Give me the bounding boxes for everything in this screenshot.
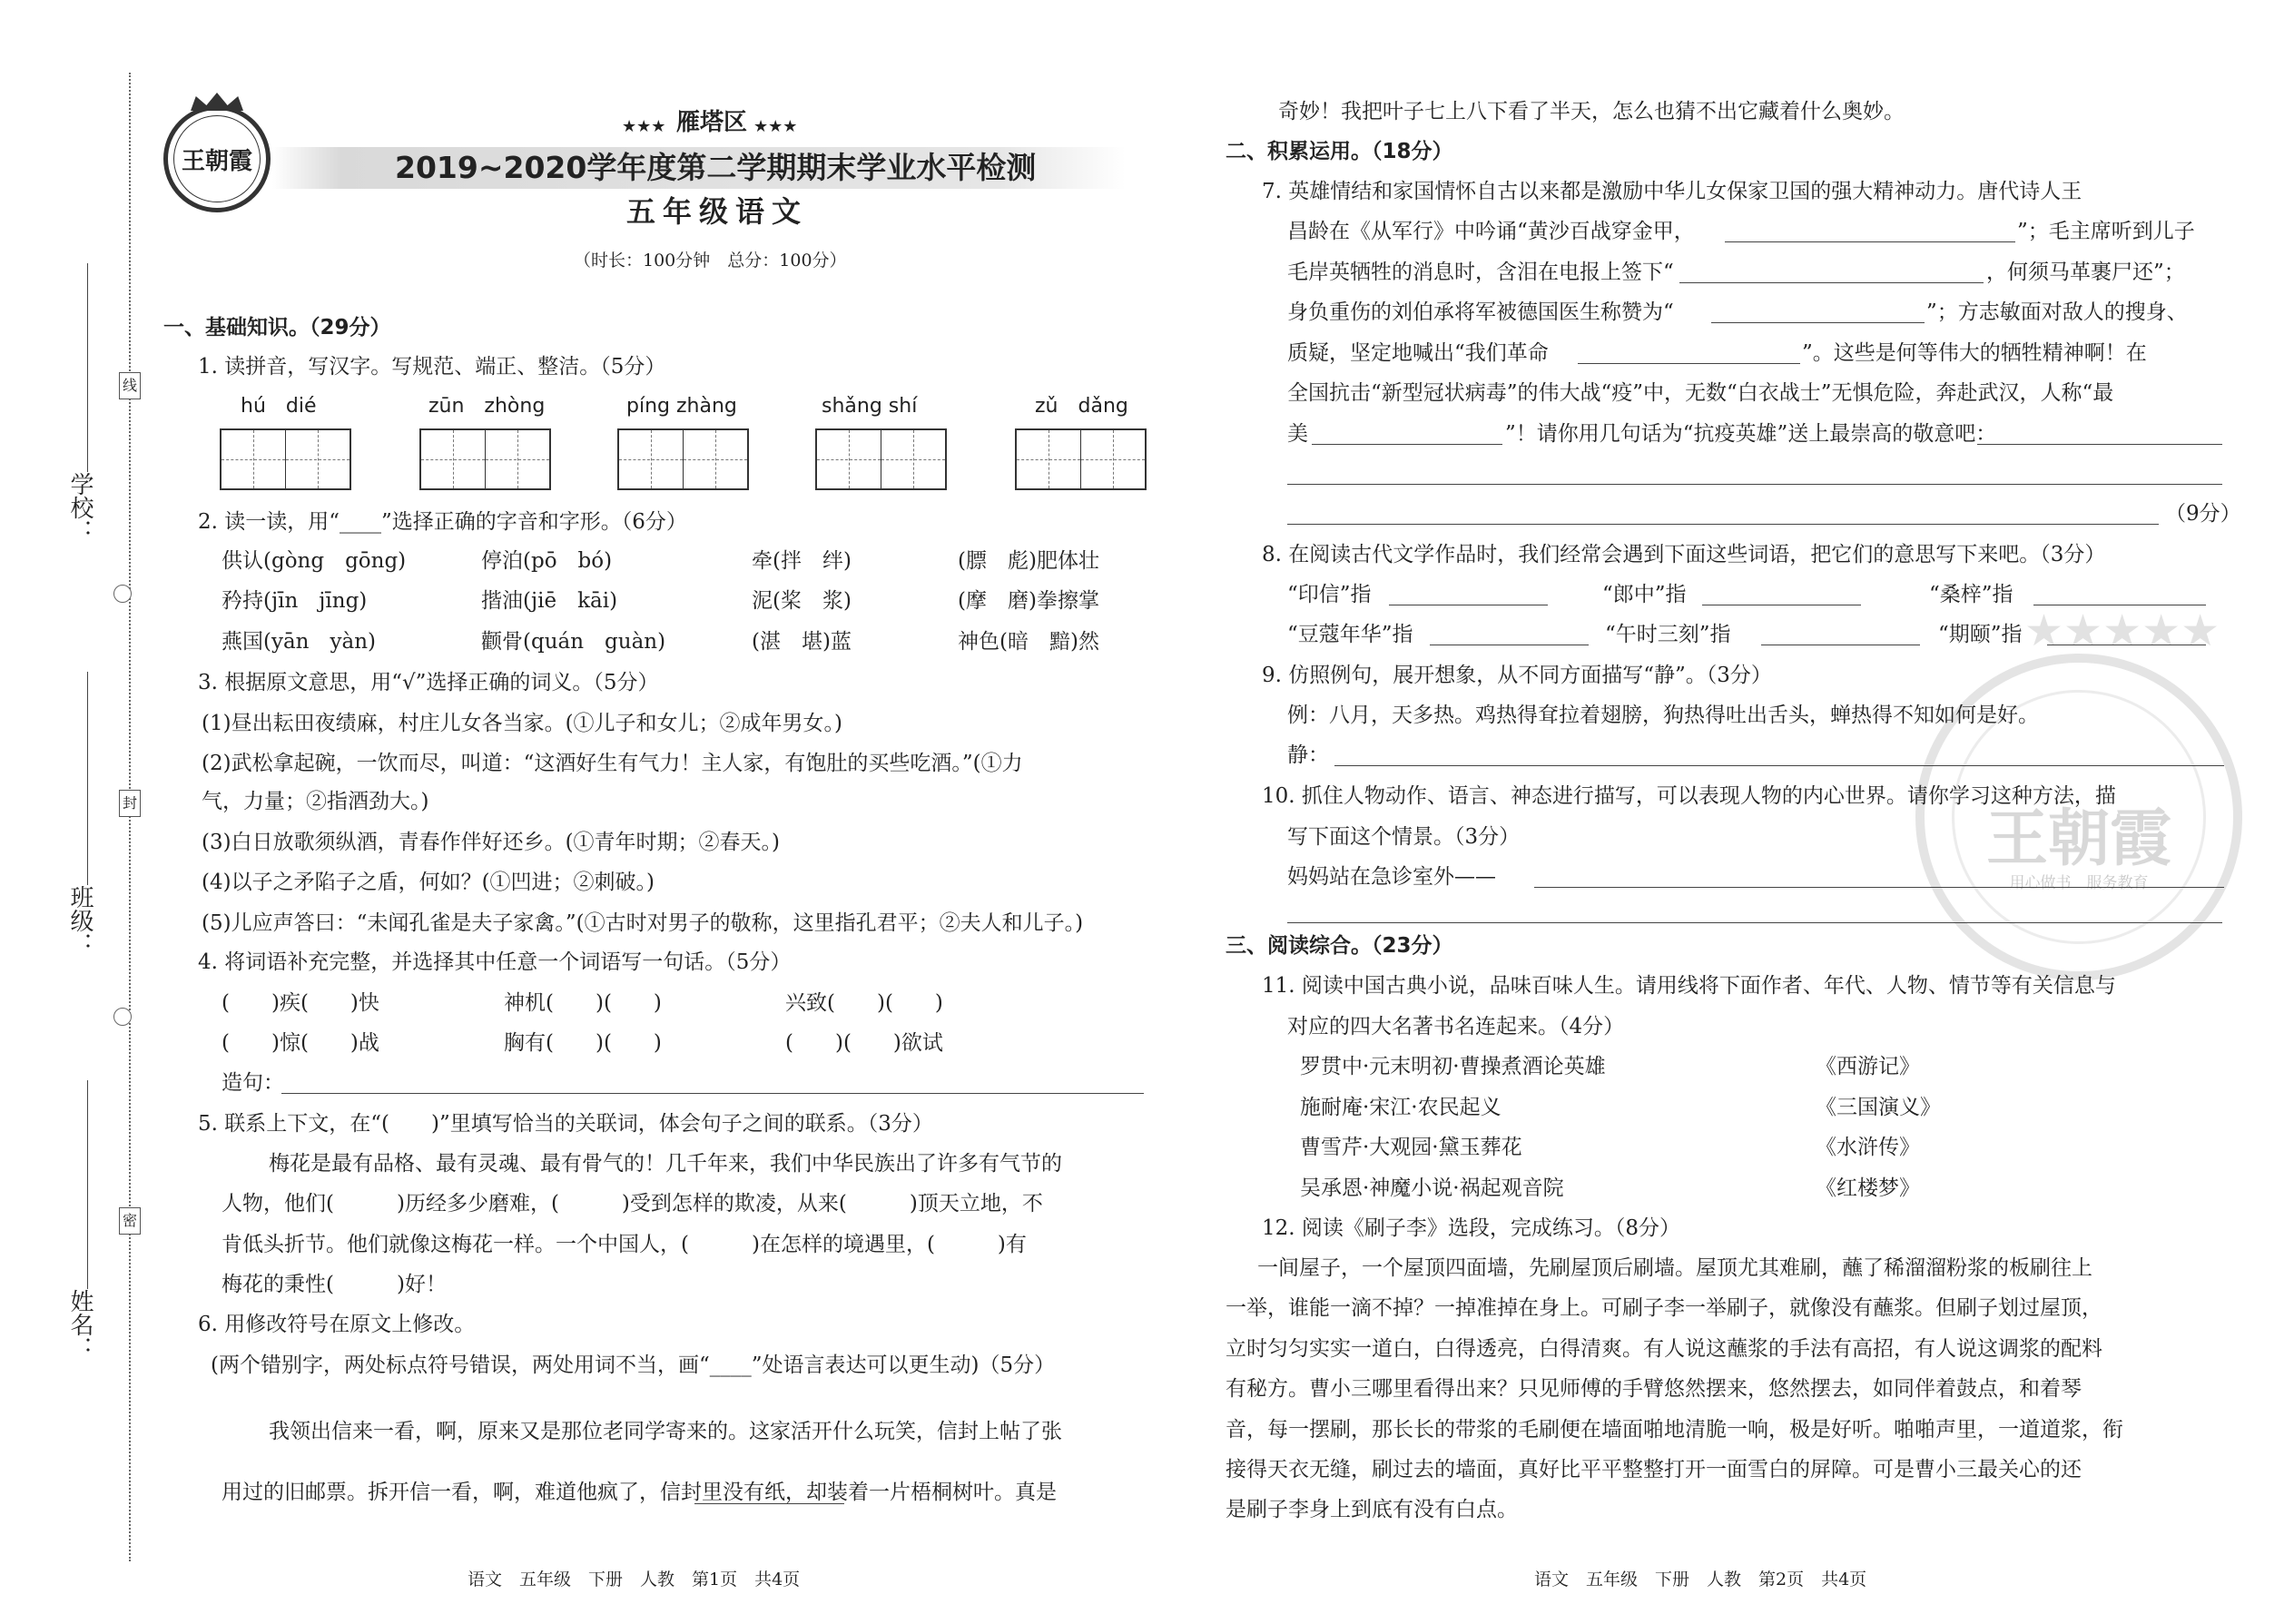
- q10-answer-line[interactable]: [1534, 887, 2224, 888]
- q2-option[interactable]: (摩 磨)拳擦掌: [958, 589, 1099, 613]
- q12-passage: 接得天衣无缝，刷过去的墙面，真好比平平整整打开一面雪白的屏障。可是曹小三最关心的还: [1226, 1458, 2082, 1481]
- logo: [163, 105, 271, 212]
- q10-answer-line[interactable]: [1287, 922, 2222, 923]
- writing-grid[interactable]: [220, 428, 351, 490]
- q2-option[interactable]: (湛 堪)蓝: [752, 630, 852, 654]
- q2-option[interactable]: 神色(暗 黯)然: [958, 630, 1099, 654]
- q12-passage: 是刷子李身上到底有没有白点。: [1226, 1498, 1518, 1521]
- q7-blank[interactable]: [1711, 322, 1925, 323]
- school-label: 学校：: [66, 472, 94, 543]
- q5-passage[interactable]: 梅花的秉性( )好！: [222, 1273, 447, 1296]
- q10-prompt: 妈妈站在急诊室外——: [1287, 865, 1496, 889]
- q7-answer-line[interactable]: [1287, 484, 2222, 485]
- q3-item[interactable]: (2)武松拿起碗，一饮而尽，叫道：“这酒好生有气力！主人家，有饱肚的买些吃酒。”(①力: [202, 752, 1023, 775]
- q7-text: 质疑，坚定地喊出“我们革命: [1287, 341, 1549, 365]
- q11-left-item[interactable]: 罗贯中·元末明初·曹操煮酒论英雄: [1300, 1055, 1606, 1078]
- writing-grid[interactable]: [617, 428, 749, 490]
- binding-line: [129, 73, 131, 1561]
- q4-blank[interactable]: ( )惊( )战: [222, 1031, 379, 1055]
- q4-blank[interactable]: 兴致( )( ): [785, 991, 943, 1015]
- q7-blank[interactable]: [1578, 363, 1800, 364]
- q7-text: ”；方志敏面对敌人的搜身、: [1926, 300, 2188, 324]
- q5-passage[interactable]: 人物，他们( )历经多少磨难，( )受到怎样的欺凌，从来( )顶天立地，不: [222, 1192, 1043, 1216]
- q12-passage: 一间屋子，一个屋顶四面墙，先刷屋顶后刷墙。屋顶尤其难刷，蘸了稀溜溜粉浆的板刷往上: [1257, 1256, 2092, 1280]
- pinyin-label: zūn zhòng: [428, 395, 546, 418]
- q12-passage: 立时匀匀实实一道白，白得透亮，白得清爽。有人说这蘸浆的手法有高招，有人说这调浆的配料: [1226, 1337, 2102, 1361]
- section-accumulation: 二、积累运用。（18分）: [1226, 140, 1453, 163]
- q6-passage[interactable]: 我领出信来一看，啊，原来又是那位老同学寄来的。这家活开什么玩笑，信封上帖了张: [269, 1420, 1062, 1443]
- question-8: 8. 在阅读古代文学作品时，我们经常会遇到下面这些词语，把它们的意思写下来吧。（3分）: [1262, 543, 2106, 566]
- binding-hole: [113, 585, 132, 603]
- page-footer-2: 语文 五年级 下册 人教 第2页 共4页: [1534, 1570, 1867, 1590]
- q3-item[interactable]: (5)儿应声答曰：“未闻孔雀是夫子家禽。”(①古时对男子的敬称，这里指孔君平；②夫人和儿子。): [202, 911, 1084, 935]
- question-2: 2. 读一读，用“____”选择正确的字音和字形。（6分）: [198, 510, 687, 534]
- q2-option[interactable]: 燕国(yān yàn): [222, 630, 376, 654]
- question-5: 5. 联系上下文，在“( )”里填写恰当的关联词，体会句子之间的联系。（3分）: [198, 1112, 933, 1136]
- q8-term: “郎中”指: [1602, 583, 1687, 606]
- question-6: 6. 用修改符号在原文上修改。: [198, 1313, 476, 1336]
- seal-mark-line: 线: [119, 372, 141, 399]
- question-9: 9. 仿照例句，展开想象，从不同方面描写“静”。（3分）: [1262, 664, 1772, 687]
- q7-text: ”！请你用几句话为“抗疫英雄”送上最崇高的敬意吧：: [1505, 422, 1997, 446]
- class-label: 班级：: [66, 885, 94, 956]
- q3-item[interactable]: (3)白日放歌须纵酒，青春作伴好还乡。(①青年时期；②春天。): [202, 831, 781, 854]
- section-reading: 三、阅读综合。（23分）: [1226, 934, 1453, 958]
- q7-text: 昌龄在《从军行》中吟诵“黄沙百战穿金甲，: [1287, 220, 1695, 243]
- q7-text: ”。这些是何等伟大的牺牲精神啊！在: [1802, 341, 2147, 365]
- writing-grid[interactable]: [1015, 428, 1147, 490]
- school-field[interactable]: [87, 263, 88, 472]
- question-3: 3. 根据原文意思，用“√”选择正确的词义。（5分）: [198, 671, 659, 694]
- q8-term: “印信”指: [1287, 583, 1372, 606]
- q7-blank[interactable]: [1679, 282, 1984, 283]
- q9-example: 例：八月，天多热。鸡热得耷拉着翅膀，狗热得吐出舌头，蝉热得不知如何是好。: [1287, 704, 2039, 727]
- writing-grid[interactable]: [815, 428, 947, 490]
- watermark-star-icon: ★★★★★: [2024, 605, 2220, 656]
- q12-passage: 有秘方。曹小三哪里看得出来？只见师傅的手臂悠然摆来，悠然摆去，如同伴着鼓点，和着琴: [1226, 1377, 2082, 1401]
- q11-text: 对应的四大名著书名连起来。（4分）: [1287, 1015, 1625, 1038]
- q7-score: （9分）: [2165, 502, 2241, 526]
- q7-text: ，何须马革裹尸还”；: [1986, 261, 2185, 284]
- writing-grid[interactable]: [419, 428, 551, 490]
- q8-term: “桑梓”指: [1929, 583, 2013, 606]
- question-11: 11. 阅读中国古典小说，品味百味人生。请用线将下面作者、年代、人物、情节等有关信息与: [1262, 974, 2116, 998]
- q7-text: 毛岸英牺牲的消息时，含泪在电报上签下“: [1287, 261, 1674, 284]
- q6-underline: [694, 1503, 844, 1504]
- q8-term: “豆蔻年华”指: [1287, 623, 1413, 646]
- q11-left-item[interactable]: 施耐庵·宋江·农民起义: [1300, 1096, 1501, 1119]
- q8-term: “期颐”指: [1938, 623, 2023, 646]
- q11-left-item[interactable]: 曹雪芹·大观园·黛玉葬花: [1300, 1136, 1522, 1159]
- logo-text: 王朝霞: [181, 148, 252, 175]
- pinyin-label: píng zhàng: [626, 395, 737, 418]
- q2-option[interactable]: 泥(桨 浆): [752, 589, 852, 613]
- pinyin-label: hú dié: [241, 395, 317, 418]
- q11-right-item[interactable]: 《三国演义》: [1816, 1096, 1941, 1119]
- class-field[interactable]: [87, 672, 88, 885]
- q7-answer-line[interactable]: [1977, 444, 2222, 445]
- exam-title: 2019~2020学年度第二学期期末学业水平检测: [395, 150, 1037, 185]
- watermark-subtitle: 用心做书 服务教育: [2009, 874, 2149, 892]
- q4-blank[interactable]: 神机( )( ): [504, 991, 662, 1015]
- passage-continuation: 奇妙！我把叶子七上八下看了半天，怎么也猜不出它藏着什么奥妙。: [1278, 100, 1905, 123]
- q2-option[interactable]: 牵(拌 绊): [752, 549, 852, 573]
- exam-meta: （时长：100分钟 总分：100分）: [574, 251, 847, 271]
- q5-passage: 梅花是最有品格、最有灵魂、最有骨气的！几千年来，我们中华民族出了许多有气节的: [269, 1152, 1062, 1176]
- q9-answer-line[interactable]: [1334, 765, 2224, 766]
- question-1: 1. 读拼音，写汉字。写规范、端正、整洁。（5分）: [198, 355, 666, 379]
- question-7: 7. 英雄情结和家国情怀自古以来都是激励中华儿女保家卫国的强大精神动力。唐代诗人王: [1262, 180, 2082, 203]
- q2-option[interactable]: 揩油(jiē kāi): [481, 589, 618, 613]
- q8-term: “午时三刻”指: [1605, 623, 1731, 646]
- pinyin-label: zǔ dǎng: [1035, 395, 1128, 418]
- q7-answer-line[interactable]: [1287, 524, 2159, 525]
- q12-passage: 音，每一摆刷，那长长的带浆的毛刷便在墙面啪地清脆一响，极是好听。啪啪声里，一道道浆，衔: [1226, 1418, 2123, 1442]
- q2-option[interactable]: 供认(gòng gōng): [222, 549, 407, 573]
- q10-text: 写下面这个情景。（3分）: [1287, 825, 1521, 849]
- q12-passage: 一举，谁能一滴不掉？一掉准掉在身上。可刷子李一举刷子，就像没有蘸浆。但刷子划过屋顶，: [1226, 1296, 2102, 1320]
- q6-passage[interactable]: 用过的旧邮票。拆开信一看，啊，难道他疯了，信封里没有纸，却装着一片梧桐树叶。真是: [222, 1481, 1057, 1504]
- crown-icon: [191, 93, 243, 111]
- seal-mark-seal: 封: [119, 790, 141, 817]
- q7-blank[interactable]: [1725, 241, 2015, 242]
- q7-text: 全国抗击“新型冠状病毒”的伟大战“疫”中，无数“白衣战士”无惧危险，奔赴武汉，人称“最: [1287, 381, 2114, 405]
- q11-right-item[interactable]: 《西游记》: [1816, 1055, 1920, 1078]
- page-footer-1: 语文 五年级 下册 人教 第1页 共4页: [468, 1570, 801, 1590]
- q4-blank[interactable]: ( )( )欲试: [785, 1031, 943, 1055]
- section-basic-knowledge: 一、基础知识。（29分）: [163, 316, 391, 340]
- q4-blank[interactable]: ( )疾( )快: [222, 991, 379, 1015]
- star-icon: ★★★: [753, 117, 798, 136]
- seal-mark-secret: 密: [119, 1207, 141, 1235]
- q3-item[interactable]: 气，力量；②指酒劲大。): [202, 790, 429, 813]
- q7-blank[interactable]: [1312, 444, 1502, 445]
- watermark-text: 王朝霞: [1985, 802, 2171, 875]
- binding-hole: [113, 1008, 132, 1026]
- q11-right-item[interactable]: 《红楼梦》: [1816, 1176, 1920, 1200]
- q7-text: 美: [1287, 422, 1308, 446]
- q7-text: ”；毛主席听到儿子: [2017, 220, 2195, 243]
- q11-left-item[interactable]: 吴承恩·神魔小说·祸起观音院: [1300, 1176, 1564, 1200]
- name-field[interactable]: [87, 1080, 88, 1289]
- q3-item[interactable]: (4)以子之矛陷子之盾，何如？(①凹进；②刺破。): [202, 871, 655, 894]
- q6-note: (两个错别字，两处标点符号错误，两处用词不当，画“____”处语言表达可以更生动)（5分）: [211, 1353, 1056, 1377]
- question-10: 10. 抓住人物动作、语言、神态进行描写，可以表现人物的内心世界。请你学习这种方法，描: [1262, 784, 2116, 808]
- q5-passage[interactable]: 肯低头折节。他们就像这梅花一样。一个中国人，( )在怎样的境遇里，( )有: [222, 1233, 1027, 1256]
- pinyin-label: shǎng shí: [822, 395, 918, 418]
- q7-text: 身负重伤的刘伯承将军被德国医生称赞为“: [1287, 300, 1674, 324]
- q2-option[interactable]: 矜持(jīn jīng): [222, 589, 368, 613]
- q4-sentence-label: 造句：: [222, 1071, 284, 1095]
- q2-option[interactable]: 颧骨(quán guàn): [481, 630, 666, 654]
- q2-option[interactable]: (膘 彪)肥体壮: [958, 549, 1099, 573]
- district-title: 雁塔区: [676, 109, 748, 136]
- star-icon: ★★★: [622, 117, 666, 136]
- q11-right-item[interactable]: 《水浒传》: [1816, 1136, 1920, 1159]
- question-4: 4. 将词语补充完整，并选择其中任意一个词语写一句话。（5分）: [198, 950, 792, 974]
- q4-blank[interactable]: 胸有( )( ): [504, 1031, 662, 1055]
- question-12: 12. 阅读《刷子李》选段，完成练习。（8分）: [1262, 1216, 1681, 1240]
- q9-answer-label: 静：: [1287, 743, 1329, 767]
- name-label: 姓名：: [66, 1289, 94, 1360]
- subject-title: 五年级语文: [626, 194, 809, 229]
- q2-option[interactable]: 停泊(pō bó): [481, 549, 613, 573]
- q3-item[interactable]: (1)昼出耘田夜绩麻，村庄儿女各当家。(①儿子和女儿；②成年男女。): [202, 712, 843, 735]
- q4-sentence-line[interactable]: [281, 1093, 1144, 1094]
